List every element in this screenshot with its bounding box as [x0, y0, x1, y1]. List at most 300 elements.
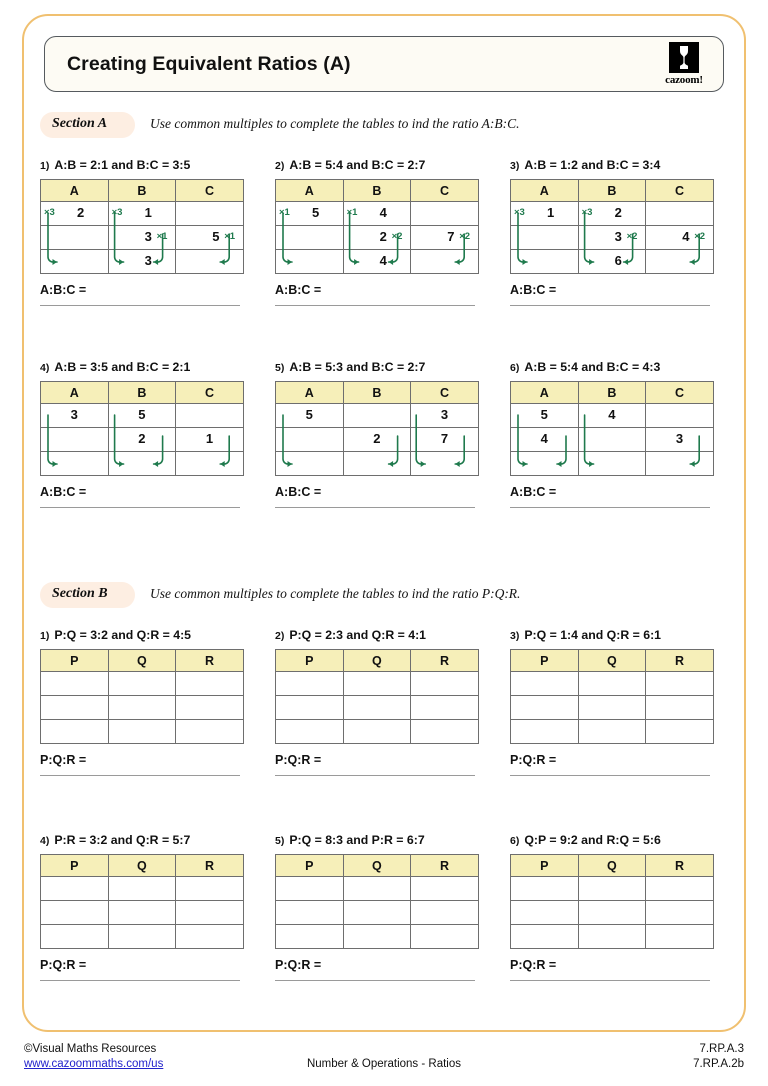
table-header-row	[41, 180, 244, 202]
question-number: 3)	[510, 160, 520, 172]
column-header-q: Q	[578, 855, 646, 877]
question-prompt: P:Q = 1:4 and Q:R = 6:1	[524, 628, 662, 642]
cell-value: 3	[70, 407, 78, 422]
table-cell[interactable]	[411, 925, 479, 949]
table-cell[interactable]	[176, 202, 244, 226]
table-cell[interactable]	[343, 720, 411, 744]
question-number: 3)	[510, 630, 520, 642]
table-cell[interactable]	[176, 404, 244, 428]
table-row	[511, 428, 714, 452]
table-cell[interactable]	[108, 250, 176, 274]
table-cell[interactable]	[646, 404, 714, 428]
answer-input-line[interactable]	[275, 507, 475, 508]
answer-input-line[interactable]	[510, 305, 710, 306]
cazoom-goblet-icon	[669, 42, 699, 73]
table-cell[interactable]	[176, 901, 244, 925]
table-cell[interactable]	[176, 226, 244, 250]
table-cell[interactable]	[108, 404, 176, 428]
table-header-row	[276, 382, 479, 404]
table-cell[interactable]	[511, 404, 579, 428]
table-cell[interactable]	[276, 672, 344, 696]
cell-value: 1	[144, 205, 152, 220]
table-row	[276, 404, 479, 428]
answer-label: P:Q:R =	[275, 753, 322, 767]
answer-label: A:B:C =	[40, 283, 87, 297]
table-cell[interactable]	[41, 452, 109, 476]
multiplier-label: ×1	[156, 231, 168, 242]
table-cell[interactable]	[276, 250, 344, 274]
table-cell[interactable]	[411, 672, 479, 696]
multiplier-label: ×3	[111, 207, 123, 218]
table-cell[interactable]	[343, 901, 411, 925]
table-row	[41, 901, 244, 925]
answer-input-line[interactable]	[40, 305, 240, 306]
answer-label: P:Q:R =	[510, 958, 557, 972]
table-cell[interactable]	[176, 925, 244, 949]
table-cell[interactable]	[108, 452, 176, 476]
table-row	[276, 452, 479, 476]
multiplier-label: ×1	[224, 231, 236, 242]
column-header-a: A	[511, 382, 579, 404]
section-name: Section B	[52, 586, 108, 601]
cell-value: 2	[373, 431, 381, 446]
question-block	[40, 360, 262, 508]
question-prompt: A:B = 5:3 and B:C = 2:7	[289, 360, 426, 374]
table-cell[interactable]	[511, 428, 579, 452]
answer-input-line[interactable]	[275, 775, 475, 776]
multiplier-label: ×1	[279, 207, 290, 218]
ratio-table-wrapper	[40, 179, 240, 274]
answer-label: A:B:C =	[40, 485, 87, 499]
question-number: 6)	[510, 362, 520, 374]
cell-value: 3	[144, 229, 152, 244]
table-cell[interactable]	[343, 696, 411, 720]
multiplier-label: ×3	[581, 207, 593, 218]
ratio-table	[275, 179, 479, 274]
question-block	[275, 360, 497, 508]
table-row	[511, 250, 714, 274]
section-badge	[40, 582, 135, 608]
table-cell[interactable]	[343, 925, 411, 949]
table-header-row	[276, 855, 479, 877]
table-cell[interactable]	[646, 925, 714, 949]
table-cell[interactable]	[646, 901, 714, 925]
ratio-table-wrapper	[275, 649, 475, 744]
multiplier-label: ×2	[459, 231, 471, 242]
table-cell[interactable]	[108, 672, 176, 696]
question-number: 1)	[40, 630, 50, 642]
cell-value: 5	[138, 407, 146, 422]
table-cell[interactable]	[646, 226, 714, 250]
table-cell[interactable]	[108, 877, 176, 901]
column-header-r: R	[411, 650, 479, 672]
table-row	[276, 226, 479, 250]
table-cell[interactable]	[411, 428, 479, 452]
answer-label: A:B:C =	[275, 485, 322, 499]
answer-label: P:Q:R =	[40, 753, 87, 767]
column-header-p: P	[511, 650, 579, 672]
table-cell[interactable]	[511, 202, 579, 226]
table-cell[interactable]	[41, 226, 109, 250]
ratio-table-wrapper	[40, 649, 240, 744]
cazoom-logo	[657, 42, 711, 88]
answer-input-line[interactable]	[275, 980, 475, 981]
table-row	[276, 428, 479, 452]
table-row	[511, 720, 714, 744]
table-cell[interactable]	[578, 202, 646, 226]
table-cell[interactable]	[646, 428, 714, 452]
column-header-q: Q	[578, 650, 646, 672]
table-cell[interactable]	[108, 226, 176, 250]
table-cell[interactable]	[646, 202, 714, 226]
table-row	[511, 877, 714, 901]
table-cell[interactable]	[41, 720, 109, 744]
table-cell[interactable]	[276, 202, 344, 226]
ratio-table	[40, 179, 244, 274]
question-prompt: P:Q = 8:3 and P:R = 6:7	[289, 833, 425, 847]
column-header-c: C	[176, 382, 244, 404]
answer-input-line[interactable]	[510, 980, 710, 981]
cell-value: 2	[77, 205, 85, 220]
table-header-row	[511, 650, 714, 672]
question-prompt: Q:P = 9:2 and R:Q = 5:6	[524, 833, 661, 847]
table-cell[interactable]	[176, 720, 244, 744]
answer-label: P:Q:R =	[40, 958, 87, 972]
question-number: 5)	[275, 835, 285, 847]
column-header-p: P	[276, 855, 344, 877]
table-cell[interactable]	[108, 202, 176, 226]
answer-input-line[interactable]	[275, 305, 475, 306]
table-cell[interactable]	[276, 226, 344, 250]
question-block	[275, 628, 497, 776]
question-number: 5)	[275, 362, 285, 374]
question-number: 2)	[275, 630, 285, 642]
table-cell[interactable]	[176, 672, 244, 696]
column-header-a: A	[41, 180, 109, 202]
table-header-row	[511, 382, 714, 404]
table-header-row	[511, 855, 714, 877]
table-cell[interactable]	[343, 250, 411, 274]
section-badge	[40, 112, 135, 138]
ratio-table-wrapper	[40, 854, 240, 949]
ratio-table	[510, 381, 714, 476]
table-row	[511, 696, 714, 720]
table-cell[interactable]	[176, 452, 244, 476]
table-cell[interactable]	[578, 404, 646, 428]
table-row	[276, 877, 479, 901]
table-cell[interactable]	[176, 877, 244, 901]
page-footer	[0, 1042, 768, 1086]
ratio-table-wrapper	[40, 381, 240, 476]
section-banner	[40, 582, 730, 608]
column-header-a: A	[276, 180, 344, 202]
cell-value: 7	[447, 229, 455, 244]
question-block	[275, 158, 497, 306]
ratio-table	[510, 854, 714, 949]
table-cell[interactable]	[176, 696, 244, 720]
table-row	[511, 925, 714, 949]
table-cell[interactable]	[343, 672, 411, 696]
table-cell[interactable]	[511, 901, 579, 925]
ratio-table-wrapper	[510, 179, 710, 274]
answer-label: A:B:C =	[275, 283, 322, 297]
cell-value: 5	[212, 229, 220, 244]
ratio-table-wrapper	[510, 381, 710, 476]
table-row	[41, 250, 244, 274]
column-header-q: Q	[343, 650, 411, 672]
ratio-table	[275, 649, 479, 744]
section-instruction: Use common multiples to complete the tables to ind the ratio A:B:C.	[150, 116, 520, 131]
answer-input-line[interactable]	[510, 507, 710, 508]
table-cell[interactable]	[511, 452, 579, 476]
column-header-p: P	[276, 650, 344, 672]
cell-value: 2	[614, 205, 622, 220]
question-heading	[510, 158, 732, 172]
cell-value: 5	[540, 407, 548, 422]
table-cell[interactable]	[646, 720, 714, 744]
cell-value: 4	[682, 229, 690, 244]
cell-value: 2	[138, 431, 146, 446]
table-cell[interactable]	[646, 877, 714, 901]
table-cell[interactable]	[646, 250, 714, 274]
column-header-b: B	[108, 382, 176, 404]
table-cell[interactable]	[276, 428, 344, 452]
table-row	[41, 452, 244, 476]
table-cell[interactable]	[578, 428, 646, 452]
ratio-table	[40, 381, 244, 476]
table-row	[511, 202, 714, 226]
table-cell[interactable]	[578, 250, 646, 274]
table-cell[interactable]	[411, 250, 479, 274]
footer-standards	[693, 1042, 744, 1072]
table-row	[276, 696, 479, 720]
table-row	[41, 672, 244, 696]
question-block	[510, 833, 732, 981]
cell-value: 3	[440, 407, 449, 422]
table-cell[interactable]	[343, 877, 411, 901]
ratio-table-wrapper	[275, 854, 475, 949]
table-cell[interactable]	[276, 696, 344, 720]
table-cell[interactable]	[343, 452, 411, 476]
answer-input-line[interactable]	[510, 775, 710, 776]
table-cell[interactable]	[108, 696, 176, 720]
table-cell[interactable]	[41, 901, 109, 925]
table-row	[511, 901, 714, 925]
question-prompt: A:B = 1:2 and B:C = 3:4	[524, 158, 661, 172]
column-header-r: R	[176, 650, 244, 672]
column-header-c: C	[411, 382, 479, 404]
column-header-b: B	[108, 180, 176, 202]
table-cell[interactable]	[41, 202, 109, 226]
column-header-q: Q	[108, 650, 176, 672]
table-cell[interactable]	[578, 226, 646, 250]
table-cell[interactable]	[41, 672, 109, 696]
table-row	[41, 404, 244, 428]
table-cell[interactable]	[343, 226, 411, 250]
column-header-r: R	[176, 855, 244, 877]
question-heading	[40, 360, 262, 374]
question-prompt: A:B = 5:4 and B:C = 4:3	[524, 360, 661, 374]
table-cell[interactable]	[578, 720, 646, 744]
multiplier-label: ×2	[626, 231, 638, 242]
answer-label: A:B:C =	[510, 283, 557, 297]
table-row	[276, 672, 479, 696]
table-cell[interactable]	[108, 720, 176, 744]
answer-input-line[interactable]	[40, 980, 240, 981]
multiplier-label: ×2	[694, 231, 706, 242]
ratio-table-wrapper	[275, 179, 475, 274]
table-row	[511, 404, 714, 428]
worksheet-header	[44, 36, 724, 92]
question-number: 4)	[40, 835, 50, 847]
table-row	[41, 696, 244, 720]
table-cell[interactable]	[41, 925, 109, 949]
question-heading	[510, 360, 732, 374]
question-block	[510, 628, 732, 776]
table-cell[interactable]	[578, 901, 646, 925]
ratio-table-wrapper	[510, 854, 710, 949]
cell-value: 4	[540, 431, 548, 446]
table-cell[interactable]	[578, 696, 646, 720]
table-cell[interactable]	[511, 696, 579, 720]
cell-value: 2	[379, 229, 387, 244]
cell-value: 5	[312, 205, 320, 220]
table-cell[interactable]	[411, 452, 479, 476]
ratio-table	[275, 381, 479, 476]
table-cell[interactable]	[411, 877, 479, 901]
table-cell[interactable]	[41, 250, 109, 274]
table-row	[276, 901, 479, 925]
table-cell[interactable]	[276, 925, 344, 949]
table-cell[interactable]	[276, 877, 344, 901]
table-cell[interactable]	[411, 202, 479, 226]
question-number: 1)	[40, 160, 50, 172]
table-cell[interactable]	[41, 428, 109, 452]
table-cell[interactable]	[411, 696, 479, 720]
table-header-row	[511, 180, 714, 202]
cell-value: 6	[614, 253, 622, 268]
table-header-row	[276, 180, 479, 202]
answer-label: P:Q:R =	[510, 753, 557, 767]
table-cell[interactable]	[646, 672, 714, 696]
question-prompt: P:Q = 3:2 and Q:R = 4:5	[54, 628, 192, 642]
table-cell[interactable]	[343, 202, 411, 226]
table-cell[interactable]	[511, 877, 579, 901]
cell-value: 5	[305, 407, 313, 422]
table-cell[interactable]	[108, 925, 176, 949]
question-heading	[275, 360, 497, 374]
table-cell[interactable]	[511, 250, 579, 274]
table-cell[interactable]	[578, 452, 646, 476]
column-header-q: Q	[343, 855, 411, 877]
table-cell[interactable]	[108, 428, 176, 452]
table-cell[interactable]	[578, 672, 646, 696]
table-cell[interactable]	[578, 925, 646, 949]
question-heading	[40, 628, 262, 642]
section-banner	[40, 112, 730, 138]
table-cell[interactable]	[411, 404, 479, 428]
table-row	[511, 226, 714, 250]
table-cell[interactable]	[343, 404, 411, 428]
page-title: Creating Equivalent Ratios (A)	[67, 52, 351, 75]
cell-value: 1	[205, 431, 214, 446]
cell-value: 3	[614, 229, 622, 244]
table-cell[interactable]	[108, 901, 176, 925]
column-header-r: R	[646, 855, 714, 877]
table-cell[interactable]	[511, 672, 579, 696]
table-cell[interactable]	[41, 696, 109, 720]
question-number: 6)	[510, 835, 520, 847]
table-cell[interactable]	[411, 226, 479, 250]
column-header-r: R	[646, 650, 714, 672]
table-cell[interactable]	[578, 877, 646, 901]
table-row	[511, 672, 714, 696]
answer-label: A:B:C =	[510, 485, 557, 499]
column-header-p: P	[41, 650, 109, 672]
column-header-b: B	[343, 180, 411, 202]
table-cell[interactable]	[646, 696, 714, 720]
table-cell[interactable]	[646, 452, 714, 476]
cell-value: 7	[440, 431, 449, 446]
standard-code-1: 7.RP.A.3	[699, 1043, 744, 1055]
table-row	[276, 202, 479, 226]
table-cell[interactable]	[411, 901, 479, 925]
question-prompt: P:R = 3:2 and Q:R = 5:7	[54, 833, 191, 847]
table-cell[interactable]	[276, 720, 344, 744]
cell-value: 4	[379, 253, 387, 268]
table-row	[41, 925, 244, 949]
column-header-p: P	[511, 855, 579, 877]
column-header-b: B	[578, 382, 646, 404]
table-cell[interactable]	[343, 428, 411, 452]
table-cell[interactable]	[411, 720, 479, 744]
table-cell[interactable]	[511, 720, 579, 744]
column-header-b: B	[578, 180, 646, 202]
question-prompt: P:Q = 2:3 and Q:R = 4:1	[289, 628, 427, 642]
question-block	[40, 158, 262, 306]
question-heading	[275, 158, 497, 172]
table-cell[interactable]	[511, 226, 579, 250]
table-cell[interactable]	[41, 877, 109, 901]
question-prompt: A:B = 2:1 and B:C = 3:5	[54, 158, 191, 172]
question-heading	[275, 628, 497, 642]
table-row	[276, 720, 479, 744]
column-header-a: A	[276, 382, 344, 404]
table-cell[interactable]	[41, 404, 109, 428]
cazoom-wordmark: cazoom!	[665, 74, 703, 86]
table-cell[interactable]	[511, 925, 579, 949]
table-cell[interactable]	[276, 404, 344, 428]
footer-topic: Number & Operations - Ratios	[306, 1058, 462, 1070]
ratio-table-wrapper	[510, 649, 710, 744]
table-cell[interactable]	[176, 250, 244, 274]
section-instruction: Use common multiples to complete the tables to ind the ratio P:Q:R.	[150, 586, 521, 601]
multiplier-label: ×1	[346, 207, 358, 218]
column-header-c: C	[176, 180, 244, 202]
answer-label: P:Q:R =	[275, 958, 322, 972]
column-header-c: C	[646, 180, 714, 202]
table-cell[interactable]	[276, 452, 344, 476]
question-heading	[275, 833, 497, 847]
answer-input-line[interactable]	[40, 507, 240, 508]
table-cell[interactable]	[176, 428, 244, 452]
table-header-row	[41, 650, 244, 672]
table-cell[interactable]	[276, 901, 344, 925]
ratio-table	[510, 649, 714, 744]
website-link[interactable]: www.cazoommaths.com/us	[24, 1058, 164, 1070]
answer-input-line[interactable]	[40, 775, 240, 776]
table-row	[276, 925, 479, 949]
